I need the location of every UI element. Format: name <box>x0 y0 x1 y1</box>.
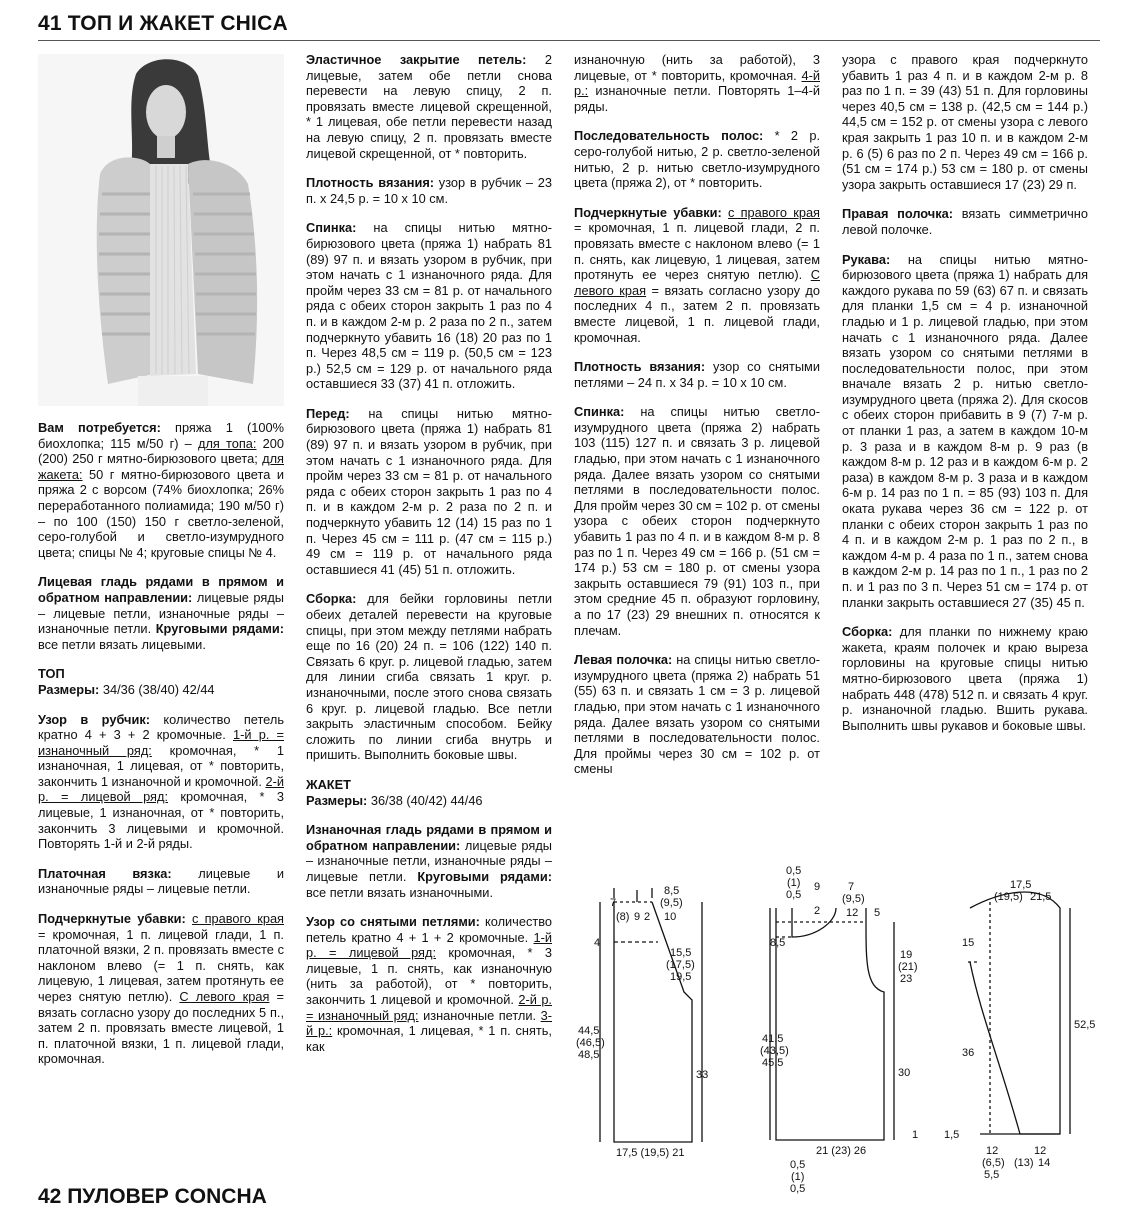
dim-label: (21) <box>898 961 918 973</box>
jacket-back-paragraph <box>574 404 820 638</box>
page-title: 41 ТОП И ЖАКЕТ CHICA <box>38 12 288 35</box>
garter-label: Платочная вязка: <box>38 865 172 881</box>
stockinette-text: лицевые ряды – лицевые петли, изнаночные ряды – изнаночные петли. <box>38 589 284 637</box>
reverse-round-text: все петли вязать изнаночными. <box>306 884 494 900</box>
dim-label: 9 <box>814 881 821 893</box>
left-front-label: Левая полочка: <box>574 652 673 668</box>
stockinette-round-text: все петли вязать лицевыми. <box>38 636 206 652</box>
front-paragraph <box>306 406 552 578</box>
dim-label: (43,5) <box>760 1045 789 1057</box>
dim-label: (9,5) <box>842 893 865 905</box>
stockinette-label: Лицевая гладь рядами в прямом и обратном направлении: <box>38 574 284 605</box>
dim-label: 17,5 (19,5) 21 <box>616 1147 685 1159</box>
stripes-label: Последовательность полос: <box>574 128 764 144</box>
decrease-right-label: с правого края <box>192 911 284 927</box>
dim-label: 12 <box>986 1145 999 1157</box>
gauge-paragraph <box>306 175 552 206</box>
jacket-decrease-left-text: = вязать согласно узору до последних 4 п., затем 2 п. провязать вместе лицевой, 1 п. лицевой глади, кромочная. <box>574 282 821 345</box>
back-text: на спицы нитью мятно-бирюзового цвета (пряжа 1) набрать 81 (89) 97 п. и вязать узором в рубчик, при этом начать с 1 изнаночного ряда. Для пройм через 33 см = 81 р. от начального ряда с обеих сторон закрыть 1 раз по 4 п. и в каждом 2-м р. 2 раза по 2 п., затем подчеркнуто убавить 16 (18) 20 раз по 1 п. Через 48,5 см = 119 р. (50,5 см = 123 р.) 52,5 см = 129 р. от начального ряда оставшиеся 33 (37) 41 п. отложить. <box>306 220 553 392</box>
jacket-sizes-label: Размеры: <box>306 792 368 808</box>
slip-stitch-paragraph <box>306 914 552 1054</box>
dim-label: 19 <box>900 949 913 961</box>
materials-text: пряжа 1 (100% биохлопка; 115 м/50 г) – <box>38 420 285 451</box>
jacket-decrease-left-label: С левого края <box>574 267 820 298</box>
dim-label: 15,5 <box>670 947 692 959</box>
stripes-paragraph <box>574 128 820 190</box>
stripes-text: * 2 р. серо-голубой нитью, 2 р. светло-зеленой нитью, 2 р. нитью светло-изумрудного цвета (пряжа 2), от * повторить. <box>574 128 821 191</box>
dim-label: 0,5 <box>786 865 802 877</box>
dim-label: 15 <box>962 937 975 949</box>
reverse-label: Изнаночная гладь рядами в прямом и обратном направлении: <box>306 822 552 853</box>
dim-label: (6,5) <box>982 1157 1005 1169</box>
slip-row1-text: кромочная, * 3 лицевые, 1 п. снять, как изнаночную (нить за работой), от * повторить, закончить 1 лицевой и кромочной. <box>306 945 552 1008</box>
dim-label: 36 <box>962 1047 975 1059</box>
sleeves-paragraph <box>842 252 1088 611</box>
dim-label: (17,5) <box>666 959 695 971</box>
dim-label: 5,5 <box>984 1169 1000 1181</box>
materials-jacket-label: для жакета: <box>38 451 284 482</box>
dim-label: (19,5) <box>994 891 1023 903</box>
stockinette-round-label: Круговыми рядами: <box>155 621 284 637</box>
dim-label: 10 <box>664 911 677 923</box>
rib-row2-text: кромочная, * 3 лицевые, 1 изнаночная, от * повторить, закончить 3 лицевыми и кромочной. Повторять 1-й и 2-й ряды. <box>38 789 284 852</box>
dim-label: 44,5 <box>578 1025 600 1037</box>
rib-label: Узор в рубчик: <box>38 711 150 727</box>
diagram-jacket-pattern <box>756 862 926 1200</box>
dim-label: 45,5 <box>762 1057 784 1069</box>
jacket-decrease-right-text: = кромочная, 1 п. лицевой глади, 2 п. провязать вместе с наклоном влево (= 1 п. снять, как лицевую, 1 лицевая, затем протянуть ее через снятую петлю). <box>574 220 820 283</box>
top-sizes-label: Размеры: <box>38 681 100 697</box>
materials-label: Вам потребуется: <box>38 420 161 435</box>
jacket-assembly-label: Сборка: <box>842 624 893 640</box>
dim-label: 12 <box>846 907 859 919</box>
jacket-gauge-text: узор со снятыми петлями – 24 п. х 34 р. = 10 х 10 см. <box>574 359 820 390</box>
materials-top-text: 200 (200) 250 г мятно-бирюзового цвета; <box>38 435 285 467</box>
dim-label: 52,5 <box>1074 1019 1096 1031</box>
dim-label: (9,5) <box>660 897 683 909</box>
jacket-assembly-paragraph <box>842 624 1088 733</box>
jacket-decrease-paragraph <box>574 205 820 345</box>
assembly-text: для бейки горловины петли обеих деталей перевести на круговые спицы, при этом между петлями набрать еще по 16 (20) 24 п. = 106 (122) 140 п. Связать 6 круг. р. лицевой гладью, затем для линии сгиба связать 1 круг. р. изнаночными, после этого снова связать 6 круг. р. лицевой гладью. Все петли закрыть эластичным способом. Бейку сложить по линии сгиба внутрь и пришить. Выполнить боковые швы. <box>306 591 552 763</box>
left-front-continued-text: узора с правого края подчеркнуто убавить 1 раз 4 п. и в каждом 2-м р. 8 раз по 1 п. = 39 (43) 51 п. Для горловины через 40,5 см = 138 р. (42,5 см = 144 р.) 44,5 см = 152 р. от смены узора с левого края закрыть 1 раз 10 п. и в каждом 2-м р. 6 (5) 6 раз по 2 п. Через 49 см = 166 р. (51 см = 174 р.) 53 см = 180 р. от смены узора закрыть оставшиеся 17 (23) 29 п. <box>842 52 1088 192</box>
reverse-round-label: Круговыми рядами: <box>417 868 552 884</box>
dim-label: 12 <box>1034 1145 1047 1157</box>
left-front-text: на спицы нитью светло-изумрудного цвета (пряжа 2) набрать 51 (55) 63 п. и связать 1 см = 3 р. лицевой гладью, при этом начать с 1 изнаночного ряда. Далее вязать узором со снятыми петлями в последовательности полос. Для проймы через 30 см = 102 р. от смены <box>574 652 820 777</box>
slip-row3-text: кромочная, 1 лицевая, * 1 п. снять, как <box>306 1023 552 1054</box>
slip-continued-paragraph <box>574 52 820 114</box>
dim-label: (1) <box>791 1171 805 1183</box>
front-text: на спицы нитью мятно-бирюзового цвета (пряжа 1) набрать 81 (89) 97 п. и вязать узором в рубчик, при этом начать с 1 изнаночного ряда. Для пройм через 33 см = 81 р. от начального ряда с обеих сторон закрыть 1 раз по 4 п. и в каждом 2-м р. 2 раза по 2 п. и подчеркнуто убавить 12 (14) 15 раз по 1 п. Через 45 см = 111 р. (47 см = 115 р.) 49 см = 119 р. от начального ряда оставшиеся 41 (45) 51 п. отложить. <box>306 405 552 577</box>
jacket-sizes-text: 36/38 (40/42) 44/46 <box>370 792 483 808</box>
jacket-heading: ЖАКЕТ <box>306 776 351 792</box>
jacket-back-text: на спицы нитью светло-изумрудного цвета (пряжа 2) набрать 103 (115) 127 п. и связать 3 р. лицевой гладью, при этом начать с 1 изнаночного ряда. Далее вязать узором со снятыми петлями в последовательности полос. Для пройм через 30 см = 102 р. от смены узора с обеих сторон подчеркнуто убавить 1 раз по 4 п. и в каждом 8-м р. 8 раз по 1 п. Через 49 см = 166 р. (51 см = 174 р.) 53 см = 180 р. от смены узора закрыть оставшиеся 79 (91) 103 п., при этом средние 45 п. образуют горловину, а по 17 (23) 29 внешних п. относятся к плечам. <box>574 404 820 638</box>
jacket-gauge-label: Плотность вязания: <box>574 359 706 375</box>
dim-label: 41,5 <box>762 1033 784 1045</box>
dim-label: (1) <box>787 877 801 889</box>
slip-row4-text: изнаночные петли. Повторять 1–4-й ряды. <box>574 83 820 114</box>
dim-label: 0,5 <box>786 889 802 901</box>
diagram-top-pattern <box>572 862 732 1172</box>
diagram-sleeve-pattern <box>940 862 1100 1182</box>
dim-label: 17,5 <box>1010 879 1032 891</box>
rib-row1-label: 1-й р. = изнаночный ряд: <box>38 727 284 758</box>
rib-row1-text: кромочная, * 1 изнаночная, 1 лицевая, от * повторить, закончить 1 изнаночной и кромочной. <box>38 742 284 789</box>
decrease-left-label: С левого края <box>179 989 270 1004</box>
jacket-decrease-right-label: с правого края <box>728 204 820 220</box>
column-3 <box>574 52 820 791</box>
assembly-label: Сборка: <box>306 591 357 607</box>
slip-label: Узор со снятыми петлями: <box>306 914 480 930</box>
model-photo <box>38 54 284 406</box>
dim-label: 23 <box>900 973 913 985</box>
dim-label: 2 <box>814 905 821 917</box>
dim-label: (46,5) <box>576 1037 605 1049</box>
dim-label: 7 <box>610 897 617 909</box>
decrease-left-text: = вязать согласно узору до последних 5 п., затем 2 п. провязать вместе лицевой, 1 п. платочной вязки, 1 п. лицевой глади, кромочная. <box>38 989 284 1067</box>
dim-label: 33 <box>696 1069 709 1081</box>
slip-row3-label: 3-й р.: <box>306 1007 552 1039</box>
stockinette-paragraph <box>38 574 284 652</box>
dim-label: (8) <box>616 911 630 923</box>
rib-paragraph <box>38 712 284 852</box>
left-front-paragraph <box>574 652 820 777</box>
decrease-right-text: = кромочная, 1 п. лицевой глади, 1 п. платочной вязки, 2 п. провязать вместе с наклоном влево (= 1 п. снять, как лицевую, 1 лицевая, затем протянуть ее через снятую петлю). <box>38 926 284 1004</box>
dim-label: 8,5 <box>770 937 786 949</box>
garter-paragraph <box>38 866 284 897</box>
back-label: Спинка: <box>306 220 357 236</box>
dim-label: (13) <box>1014 1157 1034 1169</box>
column-1 <box>38 420 284 1081</box>
bindoff-paragraph <box>306 52 552 161</box>
title-divider <box>38 40 1100 41</box>
right-front-paragraph <box>842 206 1088 237</box>
dim-label: 1,5 <box>944 1129 960 1141</box>
dim-label: 0,5 <box>790 1183 806 1195</box>
right-front-text: вязать симметрично левой полочке. <box>842 206 1088 237</box>
back-paragraph <box>306 220 552 392</box>
dim-label: 14 <box>1038 1157 1051 1169</box>
rib-text: количество петель кратно 4 + 3 + 2 кромочные. <box>38 711 285 743</box>
materials-top-label: для топа: <box>197 435 257 451</box>
gauge-text: узор в рубчик – 23 п. х 24,5 р. = 10 х 10 см. <box>306 175 552 206</box>
jacket-decrease-label: Подчеркнутые убавки: <box>574 204 722 220</box>
front-label: Перед: <box>306 405 350 421</box>
jacket-back-label: Спинка: <box>574 404 625 420</box>
column-2 <box>306 52 552 1068</box>
sleeves-text: на спицы нитью мятно-бирюзового цвета (пряжа 1) набрать для каждого рукава по 59 (63) 67 п. и связать для планки 1,5 см = 4 р. изнаночной гладью и 1 р. лицевой гладью, при этом начать с 1 изнаночного ряда. Далее вязать узором со снятыми петлями в последовательности полос, при этом вначале вязать 2 р. нитью светло-изумрудного цвета (пряжа 2). Для скосов с обеих сторон прибавить в 9 (7) 7-м р. от планки 1 раз, а затем в каждом 10-м р. 3 раза и в каждом 8-м р. 9 раз (в каждом 8-м р. 12 раз и в каждом 6-м р. 2 раза) в каждом 8-м р. 3 раза и в каждом 6-м р. 14 раз по 1 п. = 85 (93) 103 п. Для оката рукава через 36 см = 122 р. от планки с обеих сторон закрыть 1 раз по 4 п. и в каждом 2-м р. 1 раз по 2 п., в каждом 4-м р. 4 раза по 1 п., затем снова в каждом 2-м р. 14 раз по 1 п., 1 раз по 2 п. и 1 раз по 3 п. Через 51 см = 174 р. от планки закрыть оставшиеся 27 (35) 45 п. <box>842 251 1088 610</box>
bindoff-text: 2 лицевые, затем обе петли снова перевести на левую спицу, 2 п. провязать вместе лицевой скрещенной, * 1 лицевая, обе петли перевести назад на левую спицу, 2 п. провязать вместе лицевой скрещенной, от * повторить. <box>306 52 552 161</box>
dim-label: 7 <box>848 881 855 893</box>
rib-row2-label: 2-й р. = лицевой ряд: <box>38 773 284 805</box>
jacket-gauge-paragraph <box>574 359 820 390</box>
reverse-text: лицевые ряды – изнаночные петли, изнаночные ряды – лицевые петли. <box>306 837 552 884</box>
bindoff-label: Эластичное закрытие петель: <box>306 52 527 67</box>
top-sizes-text: 34/36 (38/40) 42/44 <box>102 681 215 697</box>
dim-label: 21 (23) 26 <box>816 1145 867 1157</box>
materials-paragraph <box>38 420 284 560</box>
dim-label: 2 <box>644 911 651 923</box>
garter-text: лицевые и изнаночные ряды – лицевые петли. <box>38 865 284 897</box>
column-4 <box>842 52 1088 747</box>
dim-label: 21,5 <box>1030 891 1052 903</box>
right-front-label: Правая полочка: <box>842 206 953 222</box>
dim-label: 48,5 <box>578 1049 600 1061</box>
assembly-paragraph <box>306 591 552 763</box>
dim-label: 0,5 <box>790 1159 806 1171</box>
slip-text: количество петель кратно 4 + 1 + 2 кромочные. <box>306 914 552 945</box>
decrease-label: Подчеркнутые убавки: <box>38 911 186 927</box>
left-front-continued-paragraph <box>842 52 1088 192</box>
dim-label: 9 <box>634 911 641 923</box>
slip-row4-label: 4-й р.: <box>574 67 820 99</box>
dim-label: 30 <box>898 1067 911 1079</box>
slip-row1-label: 1-й р. = лицевой ряд: <box>306 929 552 961</box>
jacket-assembly-text: для планки по нижнему краю жакета, краям полочек и краю выреза горловины на круговые спицы нитью мятно-бирюзового цвета (пряжа 1) набрать 448 (478) 512 п. и связать 4 круг. р. изнаночной гладью. Вшить рукава. Выполнить швы рукавов и боковые швы. <box>842 624 1088 733</box>
slip-continued-text: изнаночную (нить за работой), 3 лицевые, от * повторить, кромочная. <box>574 52 820 83</box>
gauge-label: Плотность вязания: <box>306 175 435 191</box>
dim-label: 4 <box>594 937 601 949</box>
jacket-section <box>306 777 552 808</box>
materials-jacket-text: 50 г мятно-бирюзового цвета и пряжа 2 с ворсом (74% биохлопка; 26% переработанного полиамида; 190 м/50 г) – по 100 (150) 150 г светло-зеленой, серо-голубой и светло-изумрудного цвета; спицы № 4; круговые спицы № 4. <box>38 466 284 560</box>
slip-row2-label: 2-й р. = изнаночный ряд: <box>306 992 552 1023</box>
top-section <box>38 666 284 697</box>
next-page-title: 42 ПУЛОВЕР CONCHA <box>38 1185 267 1208</box>
sleeves-label: Рукава: <box>842 251 891 267</box>
dim-label: 5 <box>874 907 881 919</box>
dim-label: 8,5 <box>664 885 680 897</box>
dim-label: 19,5 <box>670 971 692 983</box>
slip-row2-text: изнаночные петли. <box>423 1007 537 1023</box>
top-heading: ТОП <box>38 666 65 682</box>
decrease-paragraph <box>38 911 284 1067</box>
reverse-stockinette-paragraph <box>306 822 552 900</box>
dim-label: 1 <box>912 1129 919 1141</box>
